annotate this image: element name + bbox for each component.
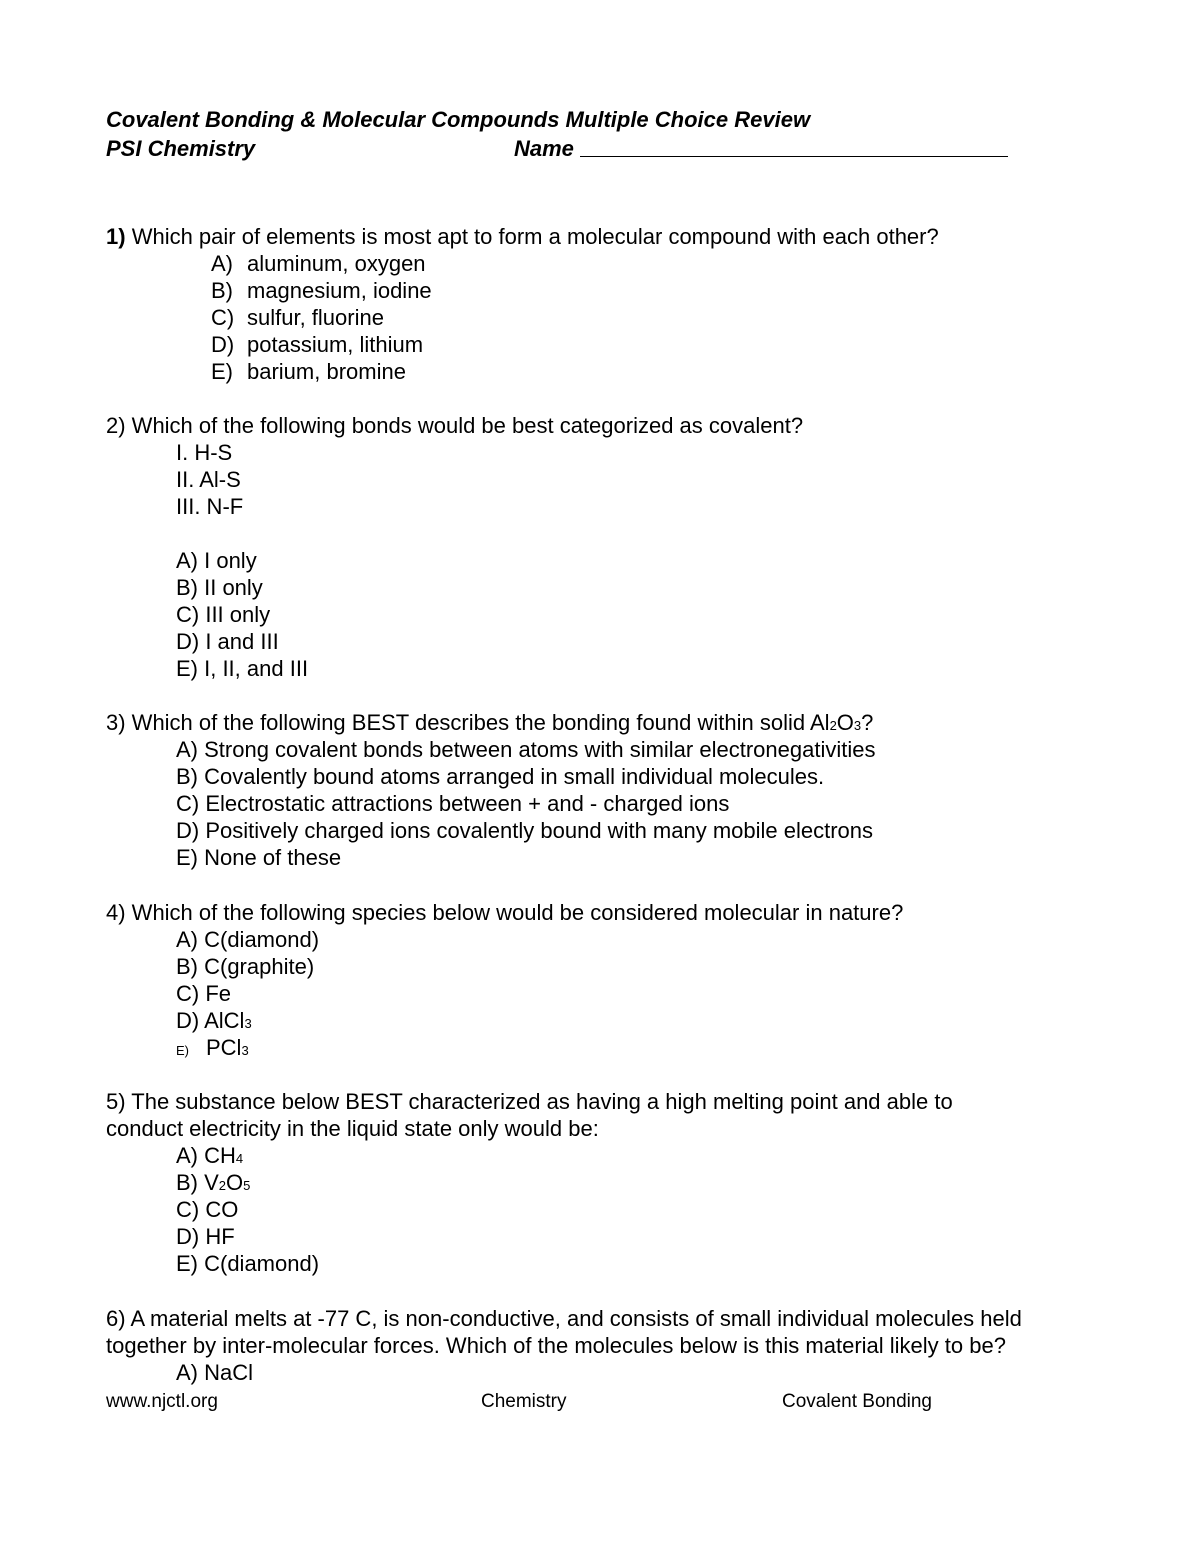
question-2-option-c: C) III only bbox=[176, 602, 271, 627]
option-text: A) CH bbox=[176, 1143, 236, 1168]
option-label: A) bbox=[211, 251, 233, 276]
footer-website[interactable]: www.njctl.org bbox=[106, 1391, 218, 1412]
question-3-option-e: E) None of these bbox=[176, 845, 342, 870]
question-1-option-d bbox=[211, 332, 423, 358]
subscript: 5 bbox=[243, 1178, 251, 1193]
question-2-statement-1: I. H-S bbox=[176, 440, 233, 465]
subscript: 2 bbox=[218, 1178, 227, 1193]
question-5-option-b bbox=[176, 1170, 250, 1196]
question-4-option-b: B) C(graphite) bbox=[176, 954, 315, 979]
subscript: 4 bbox=[235, 1151, 244, 1166]
question-2-option-b: B) II only bbox=[176, 575, 263, 600]
question-2-statement-2: II. Al-S bbox=[176, 467, 241, 492]
question-1 bbox=[106, 224, 939, 250]
option-text: O bbox=[226, 1170, 244, 1195]
option-text: potassium, lithium bbox=[247, 332, 424, 357]
question-6-line-1: 6) A material melts at -77 C, is non-conductive, and consists of small individual molecules held bbox=[106, 1306, 1022, 1331]
option-text: magnesium, iodine bbox=[247, 278, 432, 303]
footer-subject: Chemistry bbox=[481, 1391, 567, 1412]
subscript: 2 bbox=[829, 718, 837, 733]
option-text: sulfur, fluorine bbox=[247, 305, 384, 330]
subscript: 3 bbox=[244, 1016, 252, 1031]
question-3-option-c: C) Electrostatic attractions between + and - charged ions bbox=[176, 791, 730, 816]
question-3-text-mid: O bbox=[836, 710, 854, 735]
subscript: 3 bbox=[241, 1043, 249, 1058]
subscript: 3 bbox=[853, 718, 862, 733]
name-label: Name bbox=[514, 136, 574, 161]
question-5-option-e: E) C(diamond) bbox=[176, 1251, 320, 1276]
question-1-option-c bbox=[211, 305, 384, 331]
question-5-option-c: C) CO bbox=[176, 1197, 239, 1222]
option-label: B) bbox=[211, 278, 233, 303]
question-4-option-c: C) Fe bbox=[176, 981, 231, 1006]
question-3-text-prefix: 3) Which of the following BEST describes the bonding found within solid Al bbox=[106, 710, 830, 735]
question-1-text: Which pair of elements is most apt to form a molecular compound with each other? bbox=[131, 224, 939, 249]
question-4-option-a: A) C(diamond) bbox=[176, 927, 320, 952]
question-3-option-d: D) Positively charged ions covalently bound with many mobile electrons bbox=[176, 818, 874, 843]
option-label: C) bbox=[211, 305, 235, 330]
option-label: E) bbox=[176, 1043, 189, 1058]
question-4-option-d bbox=[176, 1008, 252, 1034]
question-5-option-d: D) HF bbox=[176, 1224, 235, 1249]
question-2-statement-3: III. N-F bbox=[176, 494, 244, 519]
question-5-option-a bbox=[176, 1143, 243, 1169]
question-4-text: 4) Which of the following species below would be considered molecular in nature? bbox=[106, 900, 904, 925]
option-text: aluminum, oxygen bbox=[247, 251, 426, 276]
option-text: PCl bbox=[206, 1035, 242, 1060]
question-3-text bbox=[106, 710, 873, 736]
question-3-text-suffix: ? bbox=[861, 710, 874, 735]
name-blank-line[interactable] bbox=[580, 156, 1008, 157]
question-6-line-2: together by inter-molecular forces. Which of the molecules below is this material likely to be? bbox=[106, 1333, 1006, 1358]
question-1-option-a bbox=[211, 251, 426, 277]
question-1-option-e bbox=[211, 359, 406, 385]
question-2-option-e: E) I, II, and III bbox=[176, 656, 309, 681]
question-5-line-2: conduct electricity in the liquid state only would be: bbox=[106, 1116, 599, 1141]
course-name: PSI Chemistry bbox=[106, 136, 256, 161]
question-3-option-a: A) Strong covalent bonds between atoms with similar electronegativities bbox=[176, 737, 876, 762]
document-title: Covalent Bonding & Molecular Compounds Multiple Choice Review bbox=[106, 107, 811, 132]
question-2-option-a: A) I only bbox=[176, 548, 257, 573]
question-4-option-e bbox=[176, 1035, 249, 1061]
footer-topic: Covalent Bonding bbox=[782, 1391, 932, 1412]
option-text: barium, bromine bbox=[247, 359, 406, 384]
option-label: D) bbox=[211, 332, 235, 357]
option-label: E) bbox=[211, 359, 233, 384]
question-1-option-b bbox=[211, 278, 432, 304]
question-6-option-a: A) NaCl bbox=[176, 1360, 254, 1385]
option-text: B) V bbox=[176, 1170, 219, 1195]
question-3-option-b: B) Covalently bound atoms arranged in small individual molecules. bbox=[176, 764, 825, 789]
option-text: D) AlCl bbox=[176, 1008, 245, 1033]
question-2-text: 2) Which of the following bonds would be best categorized as covalent? bbox=[106, 413, 804, 438]
question-1-number: 1) bbox=[106, 224, 126, 249]
question-2-option-d: D) I and III bbox=[176, 629, 279, 654]
question-5-line-1: 5) The substance below BEST characterized as having a high melting point and able to bbox=[106, 1089, 953, 1114]
